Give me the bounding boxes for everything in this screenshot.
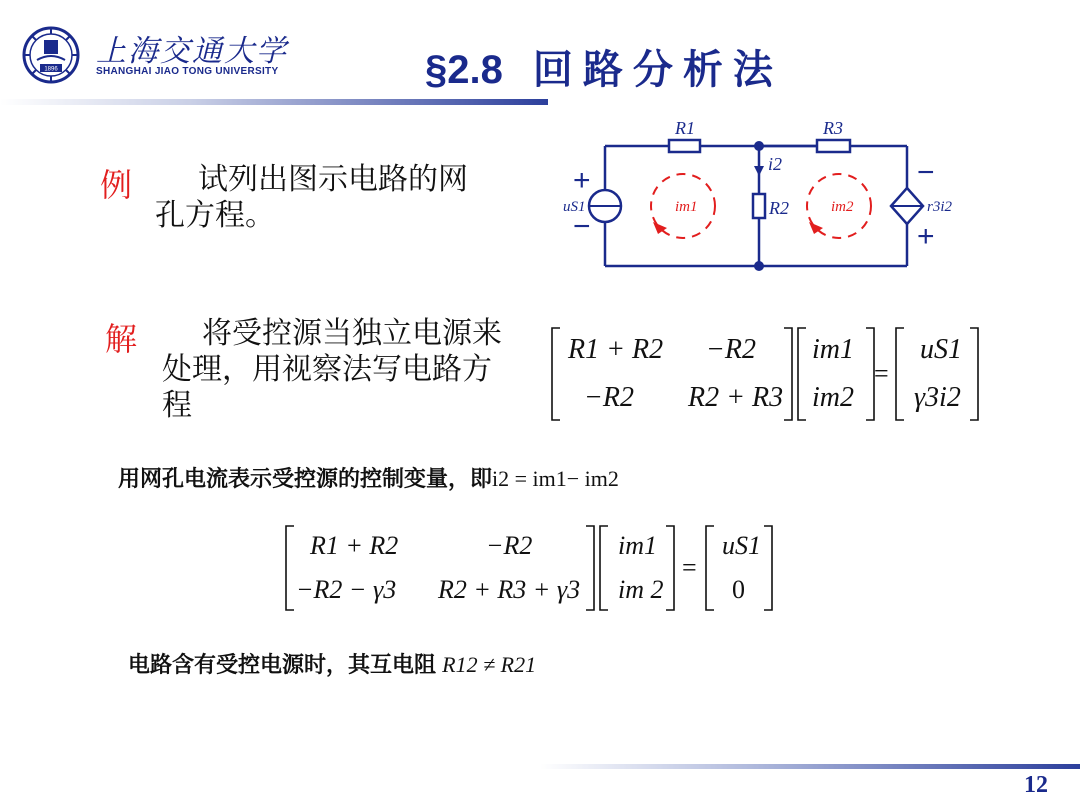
solution-text: 将受控源当独立电源来处理，用视察法写电路方程 — [162, 317, 502, 422]
control-variable-note — [118, 462, 619, 493]
ccvs-plus: + — [917, 220, 935, 253]
solution-label: 解 — [105, 321, 138, 357]
m2-b2: 0 — [732, 575, 745, 604]
m2-a22: R2 + R3 + γ3 — [438, 575, 581, 604]
m2-x1: im1 — [618, 531, 657, 560]
label-im1: im1 — [675, 199, 698, 215]
m1-a22: R2 + R3 — [688, 382, 784, 413]
mutual-resistance-note — [128, 648, 536, 679]
m1-b2: γ3i2 — [914, 382, 961, 413]
note1-formula: i2 = im1− im2 — [492, 466, 619, 491]
resistor-r1 — [669, 140, 700, 152]
title-underline — [0, 99, 548, 105]
section-number: §2.8 — [425, 48, 503, 92]
university-name-en: SHANGHAI JIAO TONG UNIVERSITY — [96, 66, 279, 77]
circuit-diagram — [555, 110, 975, 280]
node-top — [754, 141, 764, 151]
example-label: 例 — [100, 167, 133, 203]
label-r3: R3 — [823, 118, 843, 138]
ccvs-minus: − — [917, 156, 935, 189]
us1-minus: − — [573, 210, 591, 243]
footer-rule — [540, 764, 1080, 769]
m1-x1: im1 — [812, 334, 854, 365]
m1-equals: = — [874, 359, 889, 388]
m1-x2: im2 — [812, 382, 854, 413]
label-r3i2: r3i2 — [927, 199, 953, 215]
m2-x2: im 2 — [618, 575, 664, 604]
label-im2: im2 — [831, 199, 854, 215]
resistor-r3 — [817, 140, 850, 152]
m1-a12: −R2 — [706, 334, 756, 365]
label-r1: R1 — [675, 118, 695, 138]
page-number: 12 — [1024, 772, 1048, 798]
matrix-equation-1 — [548, 322, 980, 426]
m2-equals: = — [682, 553, 697, 582]
m2-a12: −R2 — [486, 531, 533, 560]
node-bottom — [754, 261, 764, 271]
m1-a11: R1 + R2 — [568, 334, 664, 365]
note2-text: 电路含有受控电源时，其互电阻 — [128, 652, 437, 677]
m1-b1: uS1 — [920, 334, 962, 365]
section-title: 回路分析法 — [532, 48, 783, 92]
label-us1: uS1 — [563, 199, 586, 215]
university-name-cn: 上海交通大学 — [96, 34, 288, 69]
example-text: 试列出图示电路的网孔方程。 — [155, 163, 468, 232]
m2-a11: R1 + R2 — [310, 531, 399, 560]
current-arrow-i2 — [754, 166, 764, 176]
note1-text: 用网孔电流表示受控源的控制变量，即 — [118, 466, 493, 491]
page-title — [425, 38, 783, 95]
label-i2: i2 — [768, 154, 783, 174]
label-r2: R2 — [769, 198, 789, 218]
university-seal-logo — [22, 26, 80, 84]
svg-text:1896: 1896 — [44, 66, 58, 73]
m1-a21: −R2 — [584, 382, 634, 413]
matrix-equation-2 — [282, 520, 782, 616]
resistor-r2 — [753, 194, 765, 218]
us1-plus: + — [573, 164, 591, 197]
m2-a21: −R2 − γ3 — [296, 575, 397, 604]
m2-b1: uS1 — [722, 531, 761, 560]
note2-formula: R12 ≠ R21 — [442, 652, 537, 677]
